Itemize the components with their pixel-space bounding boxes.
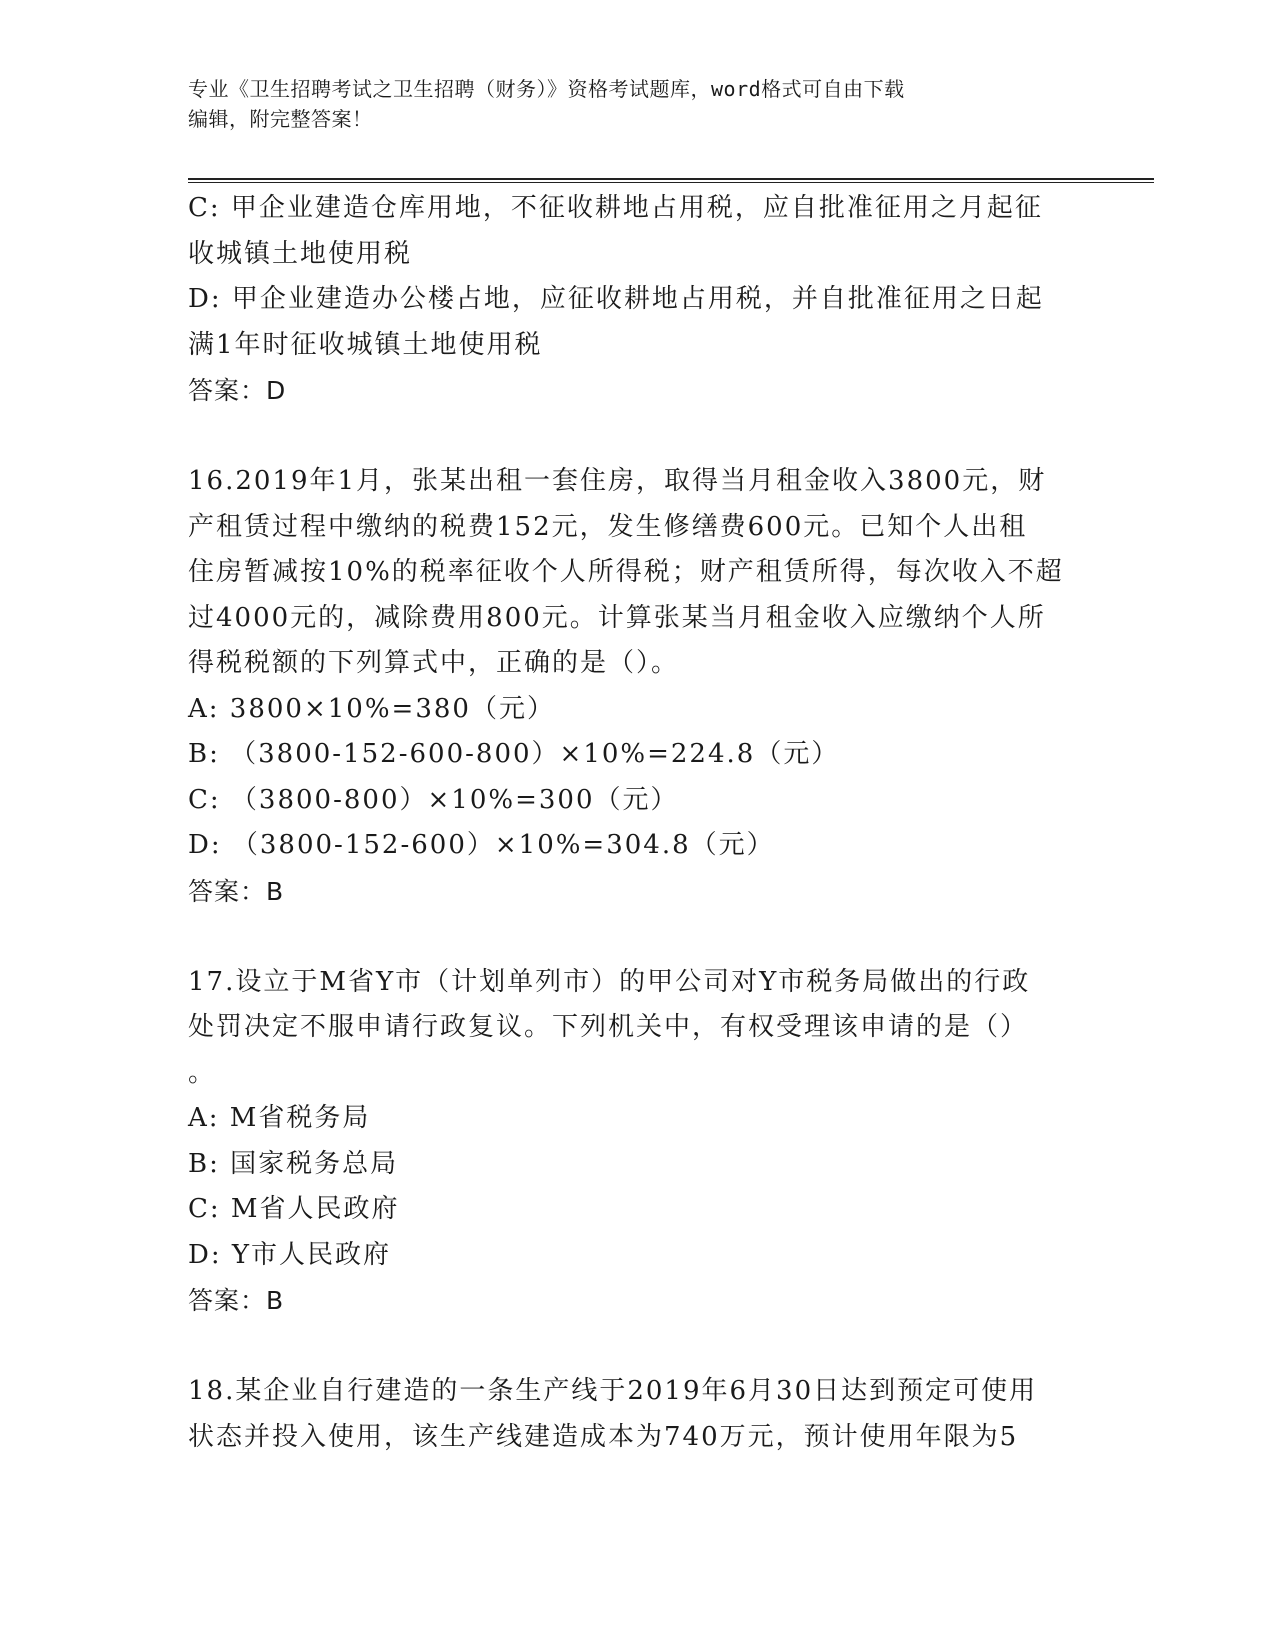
question-text-line: 住房暂减按10%的税率征收个人所得税；财产租赁所得，每次收入不超 xyxy=(188,557,1064,587)
question-text-line: 产租赁过程中缴纳的税费152元，发生修缮费600元。已知个人出租 xyxy=(188,511,1028,542)
option-c: C: （3800-800）×10%=300（元） xyxy=(188,784,679,815)
question-text-line: 状态并投入使用，该生产线建造成本为740万元，预计使用年限为5 xyxy=(188,1421,1019,1452)
option-d: D: （3800-152-600）×10%=304.8（元） xyxy=(188,830,775,860)
spacer xyxy=(188,1324,1088,1370)
answer-line: 答案：D xyxy=(188,376,287,405)
option-b: B: （3800-152-600-800）×10%=224.8（元） xyxy=(188,739,840,769)
answer-line: 答案：B xyxy=(188,876,285,906)
option-d: D: Y市人民政府 xyxy=(188,1239,392,1270)
header-divider xyxy=(188,178,1154,183)
question-text-line: 18.某企业自行建造的一条生产线于2019年6月30日达到预定可使用 xyxy=(188,1376,1038,1406)
question-text-line: 。 xyxy=(188,1057,217,1088)
option-a: A: 3800×10%=380（元） xyxy=(188,693,555,724)
spacer xyxy=(188,914,1088,960)
question-17 xyxy=(188,960,1088,1324)
question-text-line: 过4000元的，减除费用800元。计算张某当月租金收入应缴纳个人所 xyxy=(188,602,1046,633)
question-16 xyxy=(188,459,1088,914)
header-line: 专业《卫生招聘考试之卫生招聘（财务）》资格考试题库，word格式可自由下载 xyxy=(188,77,905,101)
question-text-line: 得税税额的下列算式中，正确的是（）。 xyxy=(188,648,680,678)
document-header xyxy=(188,74,1088,134)
option-d-line: D: 甲企业建造办公楼占地，应征收耕地占用税，并自批准征用之日起 xyxy=(188,284,1044,314)
option-b: B: 国家税务总局 xyxy=(188,1148,399,1179)
option-a: A: M省税务局 xyxy=(188,1103,371,1133)
spacer xyxy=(188,414,1088,460)
question-text-line: 17.设立于M省Y市（计划单列市）的甲公司对Y市税务局做出的行政 xyxy=(188,966,1031,997)
option-c: C: M省人民政府 xyxy=(188,1194,400,1224)
header-line: 编辑，附完整答案！ xyxy=(188,107,373,131)
question-15-tail xyxy=(188,186,1088,414)
question-text-line: 处罚决定不服申请行政复议。下列机关中，有权受理该申请的是（） xyxy=(188,1012,1029,1042)
option-c-line: C: 甲企业建造仓库用地，不征收耕地占用税，应自批准征用之月起征 xyxy=(188,193,1043,223)
option-d-line: 满1年时征收城镇土地使用税 xyxy=(188,329,543,360)
answer-line: 答案：B xyxy=(188,1286,285,1315)
question-content xyxy=(188,186,1088,1460)
question-text-line: 16.2019年1月，张某出租一套住房，取得当月租金收入3800元，财 xyxy=(188,466,1047,496)
question-18 xyxy=(188,1369,1088,1460)
option-c-line: 收城镇土地使用税 xyxy=(188,238,413,269)
